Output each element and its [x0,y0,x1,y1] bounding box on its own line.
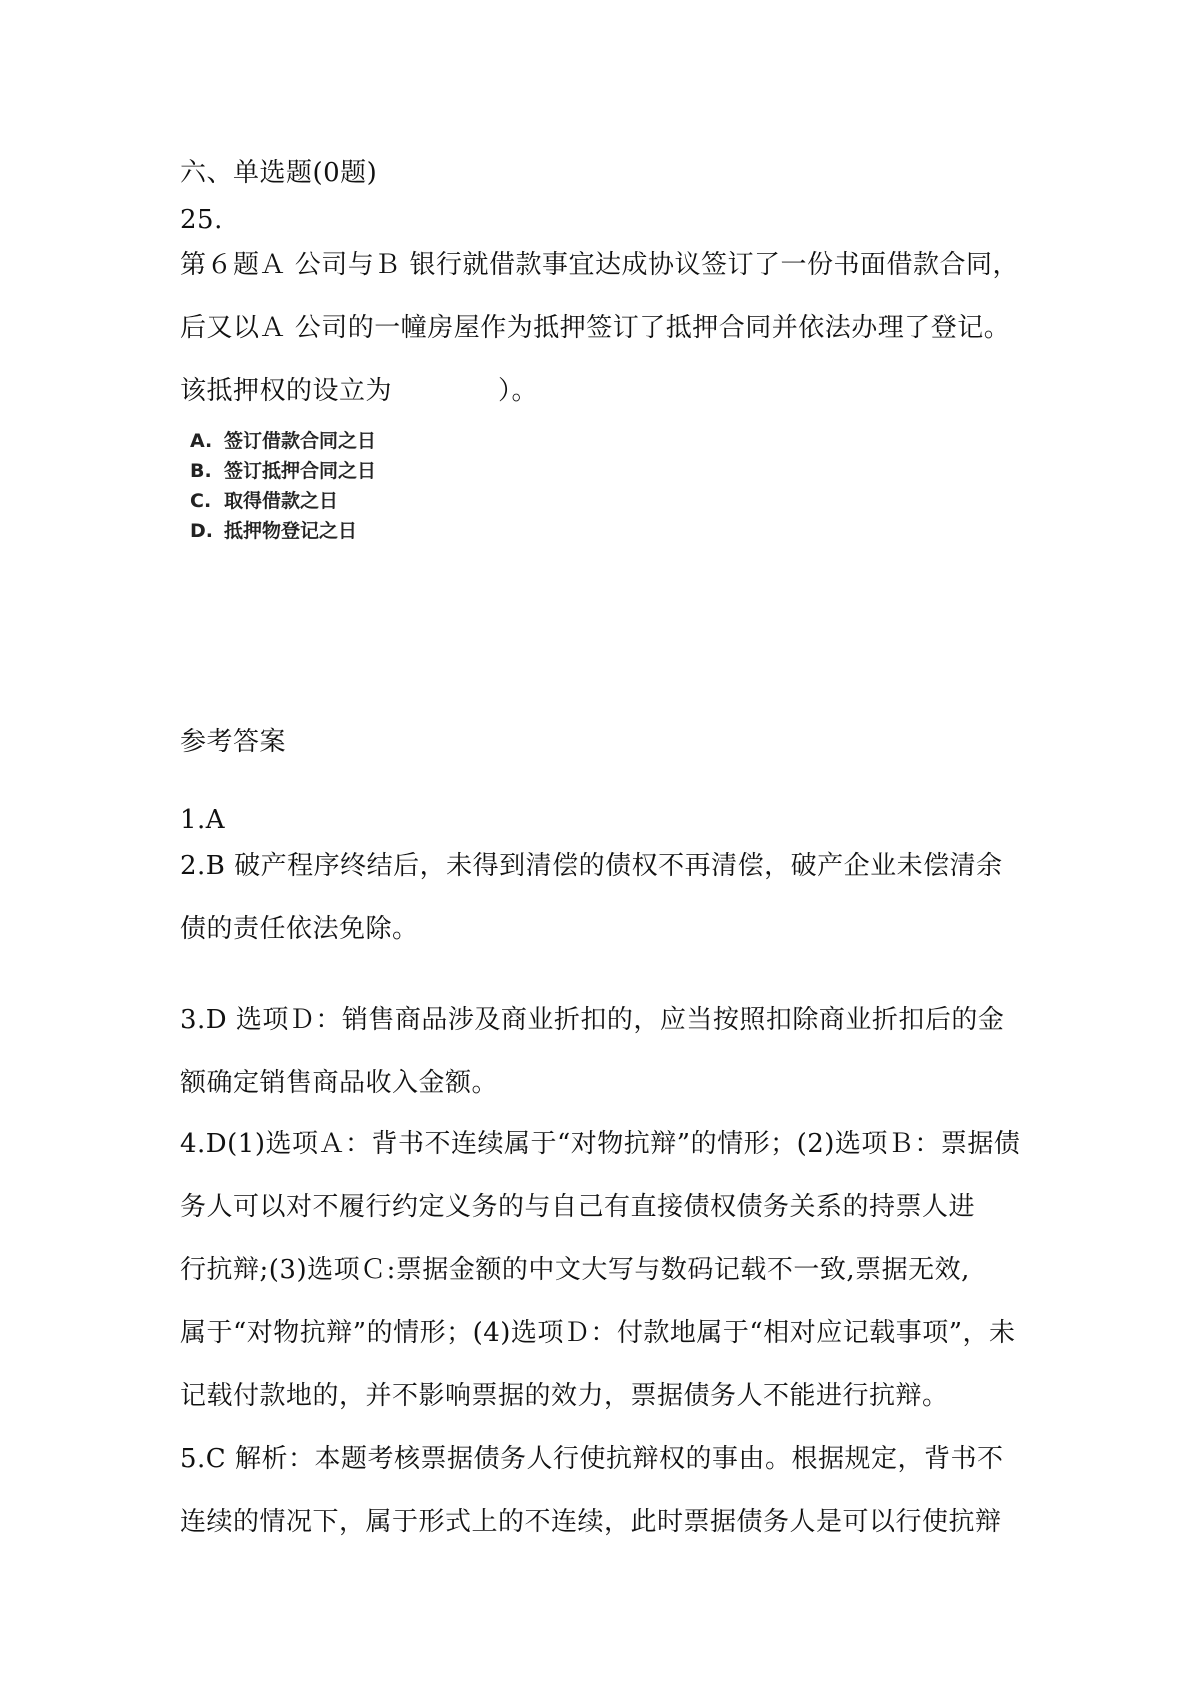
answer-line: 记载付款地的，并不影响票据的效力，票据债务人不能进行抗辩。 [180,1381,949,1411]
answers-title: 参考答案 [180,727,287,757]
question-text-line: 后又以Ａ 公司的一幢房屋作为抵押签订了抵押合同并依法办理了登记。 [180,313,1011,343]
answer-line: 连续的情况下，属于形式上的不连续，此时票据债务人是可以行使抗辩 [180,1507,1002,1537]
option-letter: D. [190,520,213,542]
answer-line: 3.D 选项Ｄ：销售商品涉及商业折扣的，应当按照扣除商业折扣后的金 [180,1005,1005,1035]
section-title: 六、单选题(0题) [180,158,378,188]
option-text: 签订借款合同之日 [224,430,377,452]
question-text-line: 第６题Ａ 公司与Ｂ 银行就借款事宜达成协议签订了一份书面借款合同， [180,250,1020,280]
option-list [190,426,376,546]
option-a [190,426,376,456]
option-text: 抵押物登记之日 [224,520,358,542]
option-letter: C. [190,490,212,512]
question-number: 25. [180,205,223,235]
option-b [190,456,376,486]
option-text: 取得借款之日 [224,490,339,512]
option-d [190,516,376,546]
question-text-line: 该抵押权的设立为 ）。 [180,376,539,406]
option-letter: B. [190,460,212,482]
answer-line: 2.B 破产程序终结后，未得到清偿的债权不再清偿，破产企业未偿清余 [180,851,1003,881]
option-letter: A. [190,430,213,452]
answer-line: 1.A [180,805,226,835]
answer-line: 行抗辩;(3)选项Ｃ:票据金额的中文大写与数码记载不一致,票据无效, [180,1255,970,1285]
answer-line: 5.C 解析：本题考核票据债务人行使抗辩权的事由。根据规定，背书不 [180,1444,1004,1474]
answer-line: 债的责任依法免除。 [180,914,419,944]
answer-line: 额确定销售商品收入金额。 [180,1068,499,1098]
answer-line: 4.D(1)选项Ａ：背书不连续属于“对物抗辩”的情形；(2)选项Ｂ：票据债 [180,1129,1021,1159]
option-text: 签订抵押合同之日 [224,460,377,482]
answer-line: 务人可以对不履行约定义务的与自己有直接债权债务关系的持票人进 [180,1192,976,1222]
option-c [190,486,376,516]
answer-line: 属于“对物抗辩”的情形；(4)选项Ｄ：付款地属于“相对应记载事项”，未 [180,1318,1016,1348]
